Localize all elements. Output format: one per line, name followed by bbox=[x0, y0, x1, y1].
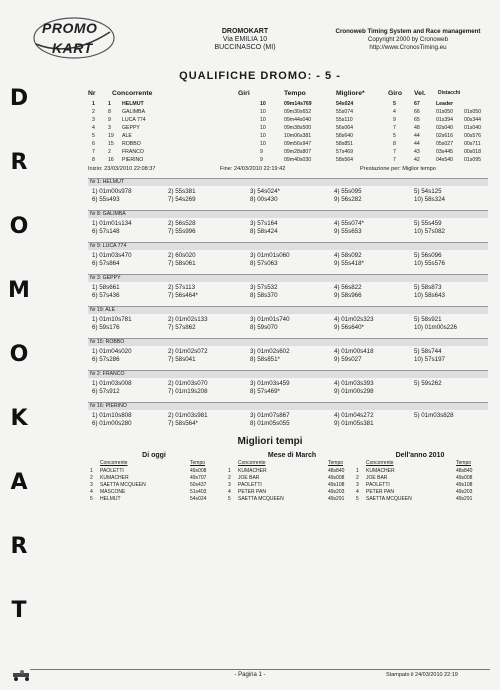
standings-cell-giri: 9 bbox=[260, 149, 263, 155]
lap-time: 9) 01m00s298 bbox=[334, 388, 374, 395]
col-vel: Vel. bbox=[414, 90, 426, 97]
timing-system-name: Cronoweb Timing System and Race management bbox=[335, 28, 481, 35]
lap-time: 8) 58s424 bbox=[250, 228, 278, 235]
best-column-title: Di oggi bbox=[142, 452, 166, 459]
standings-row bbox=[88, 149, 488, 156]
side-letter: K bbox=[10, 406, 28, 431]
lap-time: 2) 55s381 bbox=[168, 188, 196, 195]
lap-time: 6) 57s912 bbox=[92, 388, 120, 395]
lap-time: 10) 58s643 bbox=[414, 292, 445, 299]
best-row bbox=[356, 475, 484, 481]
best-row bbox=[90, 475, 218, 481]
lap-time: 7) 57s862 bbox=[168, 324, 196, 331]
lap-time: 3) 01m01s060 bbox=[250, 252, 290, 259]
best-cell-time: 49s008 bbox=[190, 468, 207, 474]
standings-cell-pos: 3 bbox=[92, 117, 95, 123]
lap-time: 3) 57s532 bbox=[250, 284, 278, 291]
sort-criteria: Prestazione per: Miglior tempo bbox=[360, 166, 436, 172]
lap-time: 1) 58s661 bbox=[92, 284, 120, 291]
standings-cell-giri: 10 bbox=[260, 117, 266, 123]
standings-cell-dist2: 00s344 bbox=[464, 117, 482, 123]
best-cell-n: 3 bbox=[356, 482, 359, 488]
best-column-title: Mese di March bbox=[267, 452, 317, 459]
best-cell-time: 49s203 bbox=[456, 489, 473, 495]
organizer-city: BUCCINASCO (MI) bbox=[214, 44, 276, 51]
best-col-tempo: Tempo bbox=[328, 460, 344, 466]
standings-row bbox=[88, 125, 488, 132]
standings-cell-nr: 3 bbox=[108, 125, 111, 131]
standings-cell-vel: 67 bbox=[414, 101, 420, 107]
best-cell-name: MASCONE bbox=[100, 489, 126, 495]
standings-cell-pos: 7 bbox=[92, 149, 95, 155]
organizer-name: DROMOKART bbox=[221, 28, 269, 35]
standings-cell-vel: 44 bbox=[414, 133, 420, 139]
best-cell-name: PAOLETTI bbox=[366, 482, 390, 488]
standings-cell-dist2: 01s040 bbox=[464, 125, 482, 131]
page-title: QUALIFICHE DROMO: - 5 - bbox=[179, 70, 341, 82]
driver-header-label: Nr 16: PIERINO bbox=[90, 403, 127, 409]
lap-time: 7) 56s464* bbox=[168, 292, 198, 299]
standings-cell-migliore: 58s851 bbox=[336, 141, 354, 147]
side-letter: A bbox=[10, 470, 28, 495]
lap-time: 2) 60s020 bbox=[168, 252, 196, 259]
driver-header bbox=[88, 306, 488, 314]
standings-cell-pos: 4 bbox=[92, 125, 95, 131]
lap-time: 6) 01m00s280 bbox=[92, 420, 132, 427]
standings-cell-vel: 42 bbox=[414, 157, 420, 163]
lap-time: 4) 55s095 bbox=[334, 188, 362, 195]
best-cell-n: 1 bbox=[90, 468, 93, 474]
best-row bbox=[90, 482, 218, 488]
lap-time: 8) 58s851* bbox=[250, 356, 280, 363]
session-times bbox=[88, 166, 488, 174]
driver-header bbox=[88, 338, 488, 346]
lap-time: 7) 54s269 bbox=[168, 196, 196, 203]
driver-header bbox=[88, 178, 488, 186]
standings-cell-vel: 43 bbox=[414, 149, 420, 155]
lap-time: 8) 59s070 bbox=[250, 324, 278, 331]
standings-row bbox=[88, 157, 488, 164]
standings-cell-nr: 19 bbox=[108, 133, 114, 139]
standings-cell-dist1: 03s445 bbox=[436, 149, 454, 155]
lap-time: 2) 57s113 bbox=[168, 284, 196, 291]
lap-time: 3) 54s024* bbox=[250, 188, 280, 195]
best-cell-time: 51s403 bbox=[190, 489, 207, 495]
standings-cell-dist2: 00s018 bbox=[464, 149, 482, 155]
standings-cell-migliore: 58s564 bbox=[336, 157, 354, 163]
standings-cell-tempo: 09m14s769 bbox=[284, 101, 312, 107]
standings-cell-nr: 1 bbox=[108, 101, 111, 107]
best-row bbox=[228, 496, 356, 502]
lap-time: 6) 57s286 bbox=[92, 356, 120, 363]
footer-divider bbox=[30, 669, 490, 670]
side-letter: D bbox=[9, 86, 29, 111]
standings-cell-tempo: 10m06s381 bbox=[284, 133, 312, 139]
standings-cell-pos: 5 bbox=[92, 133, 95, 139]
lap-time: 2) 01m03s981 bbox=[168, 412, 208, 419]
standings-cell-giro: 7 bbox=[393, 157, 396, 163]
standings-cell-nr: 15 bbox=[108, 141, 114, 147]
standings-cell-migliore: 54s024 bbox=[336, 101, 354, 107]
standings-cell-dist1: 01s050 bbox=[436, 109, 454, 115]
standings-row bbox=[88, 141, 488, 148]
standings-header bbox=[88, 90, 488, 100]
lap-time: 1) 01m10s781 bbox=[92, 316, 132, 323]
standings-cell-giro: 4 bbox=[393, 109, 396, 115]
side-letter: R bbox=[10, 150, 28, 175]
standings-cell-pos: 6 bbox=[92, 141, 95, 147]
col-distacchi: Distacchi bbox=[438, 90, 461, 96]
best-cell-n: 2 bbox=[228, 475, 231, 481]
driver-header bbox=[88, 402, 488, 410]
best-cell-name: KUMACHER bbox=[238, 468, 267, 474]
standings-cell-vel: 66 bbox=[414, 109, 420, 115]
side-letter: M bbox=[8, 278, 30, 303]
standings-cell-name: HELMUT bbox=[122, 101, 144, 107]
standings-cell-giro: 7 bbox=[393, 125, 396, 131]
lap-time: 7) 58s061 bbox=[168, 260, 196, 267]
best-cell-time: 50s437 bbox=[190, 482, 207, 488]
side-letter: O bbox=[9, 214, 29, 239]
promokart-logo bbox=[30, 14, 116, 62]
standings-cell-dist1: 01s394 bbox=[436, 117, 454, 123]
side-letter: T bbox=[11, 598, 27, 623]
lap-time: 10) 55s576 bbox=[414, 260, 445, 267]
best-cell-time: 49s108 bbox=[328, 482, 345, 488]
session-start: Inizio: 23/03/2010 22:08:37 bbox=[88, 166, 156, 172]
driver-header bbox=[88, 242, 488, 250]
best-times-title: Migliori tempi bbox=[237, 436, 303, 447]
standings-cell-migliore: 57s469 bbox=[336, 149, 354, 155]
standings-row bbox=[88, 101, 488, 108]
standings-cell-giro: 5 bbox=[393, 101, 396, 107]
standings-cell-vel: 44 bbox=[414, 141, 420, 147]
standings-cell-giri: 10 bbox=[260, 101, 266, 107]
driver-header bbox=[88, 370, 488, 378]
lap-time: 8) 01m05s055 bbox=[250, 420, 290, 427]
standings-cell-tempo: 09m40s030 bbox=[284, 157, 312, 163]
best-row bbox=[90, 489, 218, 495]
standings-cell-giri: 10 bbox=[260, 125, 266, 131]
lap-time: 2) 01m02s133 bbox=[168, 316, 208, 323]
standings-row bbox=[88, 117, 488, 124]
best-row bbox=[356, 496, 484, 502]
organizer-address: Via EMILIA 10 bbox=[222, 36, 268, 43]
best-cell-name: JOE BAR bbox=[238, 475, 260, 481]
standings-cell-dist2: 00s711 bbox=[464, 141, 481, 147]
driver-header-label: Nr 8: GALIMBA bbox=[90, 211, 126, 217]
driver-header-label: Nr 9: LUCA 774 bbox=[90, 243, 127, 249]
lap-time: 8) 57s469* bbox=[250, 388, 280, 395]
standings-cell-nr: 16 bbox=[108, 157, 114, 163]
standings-cell-name: GALIMBA bbox=[122, 109, 146, 115]
lap-time: 5) 54s125 bbox=[414, 188, 442, 195]
best-cell-n: 5 bbox=[356, 496, 359, 502]
standings-cell-pos: 2 bbox=[92, 109, 95, 115]
best-cell-time: 49s707 bbox=[190, 475, 207, 481]
best-cell-time: 49s108 bbox=[456, 482, 473, 488]
lap-time: 2) 01m03s070 bbox=[168, 380, 208, 387]
standings-cell-name: ROBBO bbox=[122, 141, 141, 147]
col-giri: Giri bbox=[238, 90, 250, 97]
best-column-title: Dell'anno 2010 bbox=[395, 452, 445, 459]
lap-time: 1) 01m03s008 bbox=[92, 380, 132, 387]
col-giro: Giro bbox=[388, 90, 402, 97]
best-row bbox=[356, 482, 484, 488]
lap-time: 6) 55s493 bbox=[92, 196, 120, 203]
lap-time: 4) 55s074* bbox=[334, 220, 364, 227]
best-cell-time: 49s008 bbox=[456, 475, 473, 481]
best-cell-n: 1 bbox=[228, 468, 231, 474]
best-cell-name: KUMACHER bbox=[100, 475, 129, 481]
standings-cell-giro: 8 bbox=[393, 141, 396, 147]
logo-text-bottom: KART bbox=[52, 40, 93, 56]
best-cell-name: PETER PAN bbox=[238, 489, 266, 495]
lap-time: 7) 58s041 bbox=[168, 356, 196, 363]
lap-time: 8) 57s063 bbox=[250, 260, 278, 267]
standings-cell-name: ALE bbox=[122, 133, 132, 139]
lap-time: 3) 01m03s459 bbox=[250, 380, 290, 387]
standings-cell-giro: 9 bbox=[393, 117, 396, 123]
col-nr: Nr bbox=[88, 90, 96, 97]
standings-cell-nr: 2 bbox=[108, 149, 111, 155]
best-row bbox=[228, 489, 356, 495]
best-cell-time: 54s024 bbox=[190, 496, 207, 502]
lap-time: 4) 01m04s272 bbox=[334, 412, 374, 419]
col-migliore: Migliore* bbox=[336, 90, 365, 97]
best-cell-time: 49s203 bbox=[328, 489, 345, 495]
standings-cell-pos: 8 bbox=[92, 157, 95, 163]
lap-time: 1) 01m03s470 bbox=[92, 252, 132, 259]
standings-cell-tempo: 09m28s807 bbox=[284, 149, 312, 155]
lap-time: 3) 01m07s867 bbox=[250, 412, 290, 419]
side-letter: R bbox=[10, 534, 28, 559]
standings-cell-name: GEPPY bbox=[122, 125, 140, 131]
standings-cell-migliore: 58s640 bbox=[336, 133, 354, 139]
best-cell-name: PAOLETTI bbox=[100, 468, 124, 474]
lap-time: 7) 58s564* bbox=[168, 420, 198, 427]
best-row bbox=[228, 468, 356, 474]
driver-header-label: Nr 2: FRANCO bbox=[90, 371, 125, 377]
driver-header-label: Nr 1: HELMUT bbox=[90, 179, 125, 185]
standings-cell-dist1: 02s040 bbox=[436, 125, 454, 131]
best-cell-name: SAETTA MCQUEEN bbox=[100, 482, 146, 488]
best-row bbox=[90, 468, 218, 474]
driver-header-label: Nr 15: ROBBO bbox=[90, 339, 125, 345]
driver-header bbox=[88, 274, 488, 282]
lap-time: 5) 55s459 bbox=[414, 220, 442, 227]
best-cell-name: SAETTA MCQUEEN bbox=[366, 496, 412, 502]
lap-time: 9) 55s653 bbox=[334, 228, 362, 235]
driver-header-label: Nr 19: ALE bbox=[90, 307, 116, 313]
standings-row bbox=[88, 109, 488, 116]
lap-time: 5) 58s873 bbox=[414, 284, 442, 291]
best-cell-n: 1 bbox=[356, 468, 359, 474]
lap-time: 10) 58s324 bbox=[414, 196, 445, 203]
best-cell-n: 2 bbox=[90, 475, 93, 481]
best-cell-n: 2 bbox=[356, 475, 359, 481]
lap-time: 6) 57s864 bbox=[92, 260, 120, 267]
best-row bbox=[90, 496, 218, 502]
best-cell-n: 4 bbox=[228, 489, 231, 495]
session-end: Fine: 24/03/2010 22:19:42 bbox=[220, 166, 286, 172]
kart-icon bbox=[10, 668, 34, 680]
standings-cell-vel: 48 bbox=[414, 125, 420, 131]
lap-time: 4) 58s092 bbox=[334, 252, 362, 259]
col-tempo: Tempo bbox=[284, 90, 306, 97]
lap-time: 9) 56s282 bbox=[334, 196, 362, 203]
standings-row bbox=[88, 133, 488, 140]
lap-time: 5) 58s744 bbox=[414, 348, 442, 355]
col-concorrente: Concorrente bbox=[112, 90, 153, 97]
lap-time: 6) 57s148 bbox=[92, 228, 120, 235]
driver-header-label: Nr 3: GEPPY bbox=[90, 275, 121, 281]
standings-cell-giri: 10 bbox=[260, 141, 266, 147]
standings-cell-dist1: Leader bbox=[436, 101, 454, 107]
lap-time: 4) 01m02s323 bbox=[334, 316, 374, 323]
lap-time: 3) 57s164 bbox=[250, 220, 278, 227]
standings-cell-giro: 5 bbox=[393, 133, 396, 139]
standings-cell-giro: 7 bbox=[393, 149, 396, 155]
timing-system-url[interactable]: http://www.CronosTiming.eu bbox=[369, 44, 447, 51]
printed-timestamp: Stampato il 24/03/2010 22:19 bbox=[386, 672, 458, 678]
standings-cell-giri: 10 bbox=[260, 133, 266, 139]
standings-cell-migliore: 56s064 bbox=[336, 125, 354, 131]
standings-cell-nr: 9 bbox=[108, 117, 111, 123]
best-cell-name: PAOLETTI bbox=[238, 482, 262, 488]
best-cell-name: JOE BAR bbox=[366, 475, 388, 481]
lap-time: 2) 56s528 bbox=[168, 220, 196, 227]
best-col-concorrente: Concorrente bbox=[100, 460, 128, 466]
lap-time: 10) 01m00s226 bbox=[414, 324, 457, 331]
standings-cell-name: LUCA 774 bbox=[122, 117, 146, 123]
best-cell-n: 4 bbox=[356, 489, 359, 495]
best-cell-n: 3 bbox=[90, 482, 93, 488]
lap-time: 5) 01m03s828 bbox=[414, 412, 454, 419]
lap-time: 1) 01m00s978 bbox=[92, 188, 132, 195]
driver-header bbox=[88, 210, 488, 218]
lap-time: 1) 01m04s020 bbox=[92, 348, 132, 355]
standings-cell-tempo: 09m44s040 bbox=[284, 117, 312, 123]
timing-system-info bbox=[328, 28, 488, 52]
page-number: - Pagina 1 - bbox=[234, 672, 266, 678]
best-cell-name: SAETTA MCQUEEN bbox=[238, 496, 284, 502]
standings-cell-dist1: 05s027 bbox=[436, 141, 454, 147]
standings-cell-tempo: 09m56s947 bbox=[284, 141, 312, 147]
lap-time: 5) 59s262 bbox=[414, 380, 442, 387]
organizer-info bbox=[170, 28, 320, 52]
standings-cell-giri: 9 bbox=[260, 157, 263, 163]
lap-time: 6) 59s176 bbox=[92, 324, 120, 331]
best-cell-time: 48s840 bbox=[456, 468, 473, 474]
logo-text-top: PROMO bbox=[42, 20, 98, 36]
best-cell-time: 49s291 bbox=[328, 496, 345, 502]
best-cell-n: 5 bbox=[90, 496, 93, 502]
lap-time: 9) 59s027 bbox=[334, 356, 362, 363]
standings-cell-migliore: 55s110 bbox=[336, 117, 353, 123]
lap-time: 5) 58s921 bbox=[414, 316, 442, 323]
lap-time: 1) 01m10s808 bbox=[92, 412, 132, 419]
standings-cell-name: PIERINO bbox=[122, 157, 144, 163]
lap-time: 8) 58s370 bbox=[250, 292, 278, 299]
standings-cell-nr: 8 bbox=[108, 109, 111, 115]
lap-time: 7) 55s996 bbox=[168, 228, 196, 235]
standings-cell-migliore: 55s074 bbox=[336, 109, 354, 115]
best-row bbox=[356, 489, 484, 495]
standings-cell-dist2: 01s050 bbox=[464, 109, 482, 115]
lap-time: 4) 56s822 bbox=[334, 284, 362, 291]
best-cell-time: 49s291 bbox=[456, 496, 473, 502]
lap-time: 1) 01m01s134 bbox=[92, 220, 132, 227]
timing-system-copyright: Copyright 2000 by Cronoweb bbox=[367, 36, 449, 43]
lap-time: 10) 57s197 bbox=[414, 356, 445, 363]
standings-cell-dist1: 04s540 bbox=[436, 157, 454, 163]
best-cell-n: 5 bbox=[228, 496, 231, 502]
best-cell-n: 3 bbox=[228, 482, 231, 488]
best-cell-name: PETER PAN bbox=[366, 489, 394, 495]
lap-time: 9) 01m05s381 bbox=[334, 420, 374, 427]
standings-cell-name: FRANCO bbox=[122, 149, 144, 155]
best-col-tempo: Tempo bbox=[456, 460, 472, 466]
standings-cell-dist1: 02s616 bbox=[436, 133, 454, 139]
standings-cell-tempo: 09m38s500 bbox=[284, 125, 312, 131]
standings-cell-dist2: 01s095 bbox=[464, 157, 482, 163]
lap-time: 9) 56s640* bbox=[334, 324, 364, 331]
standings-cell-giri: 10 bbox=[260, 109, 266, 115]
best-col-concorrente: Concorrente bbox=[366, 460, 394, 466]
best-cell-time: 49s008 bbox=[328, 475, 345, 481]
standings-cell-tempo: 09m30s652 bbox=[284, 109, 312, 115]
lap-time: 10) 57s082 bbox=[414, 228, 445, 235]
best-cell-name: HELMUT bbox=[100, 496, 121, 502]
best-row bbox=[228, 482, 356, 488]
best-row bbox=[356, 468, 484, 474]
best-col-tempo: Tempo bbox=[190, 460, 206, 466]
lap-time: 7) 01m19s208 bbox=[168, 388, 208, 395]
best-row bbox=[228, 475, 356, 481]
lap-time: 4) 01m03s393 bbox=[334, 380, 374, 387]
lap-time: 6) 57s436 bbox=[92, 292, 120, 299]
lap-time: 3) 01m01s740 bbox=[250, 316, 290, 323]
standings-cell-vel: 65 bbox=[414, 117, 420, 123]
lap-time: 8) 00s430 bbox=[250, 196, 278, 203]
lap-time: 4) 01m00s418 bbox=[334, 348, 374, 355]
side-letter: O bbox=[9, 342, 29, 367]
standings-cell-pos: 1 bbox=[92, 101, 95, 107]
standings-cell-dist2: 00s576 bbox=[464, 133, 482, 139]
best-cell-time: 48s840 bbox=[328, 468, 345, 474]
best-cell-name: KUMACHER bbox=[366, 468, 395, 474]
lap-time: 5) 56s096 bbox=[414, 252, 442, 259]
lap-time: 2) 01m02s072 bbox=[168, 348, 208, 355]
lap-time: 9) 58s966 bbox=[334, 292, 362, 299]
best-col-concorrente: Concorrente bbox=[238, 460, 266, 466]
best-cell-n: 4 bbox=[90, 489, 93, 495]
lap-time: 3) 01m02s602 bbox=[250, 348, 290, 355]
lap-time: 9) 55s418* bbox=[334, 260, 364, 267]
